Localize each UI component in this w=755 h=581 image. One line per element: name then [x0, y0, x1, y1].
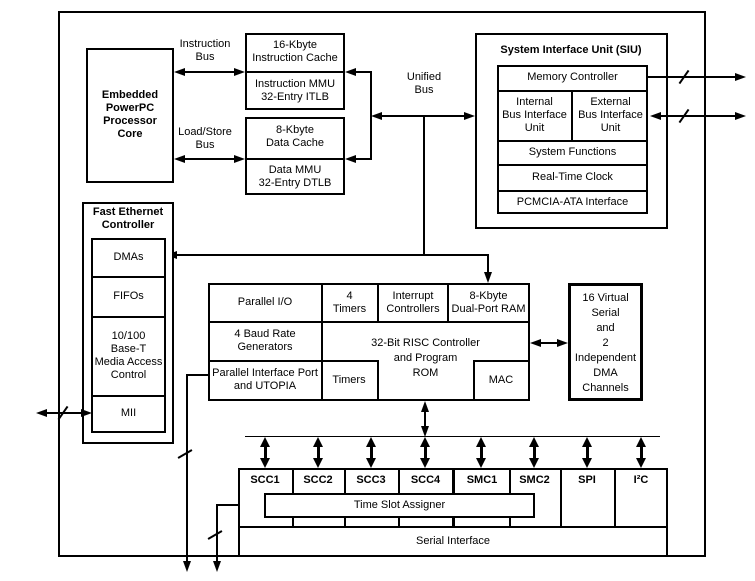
text-line: Timers	[332, 303, 367, 315]
data-mmu-label	[246, 164, 344, 190]
text-line: External	[590, 96, 631, 108]
text-line: 4	[346, 290, 353, 302]
cpm-vserial-arrow	[539, 342, 559, 344]
arrowhead	[81, 409, 92, 417]
text-line: Embedded	[101, 89, 159, 101]
arrowhead	[476, 458, 486, 468]
text-line: 2	[602, 337, 609, 349]
text-line: Load/Store	[178, 126, 232, 138]
arrowhead	[313, 437, 323, 447]
arrowhead	[420, 458, 430, 468]
interrupt-controllers-label	[379, 290, 447, 316]
text-line: 8-Kbyte	[469, 290, 508, 302]
instruction-mmu-label	[246, 78, 344, 104]
text-line: Instruction	[179, 38, 231, 50]
arrowhead	[36, 409, 47, 417]
text-line: 8-Kbyte	[276, 124, 314, 136]
text-line: Interrupt	[392, 290, 434, 302]
text-line: Control	[110, 369, 147, 381]
siu-title: System Interface Unit (SIU)	[500, 44, 642, 56]
text-line: Internal	[516, 96, 553, 108]
text-line: Data MMU	[268, 164, 322, 176]
arrowhead	[421, 401, 429, 412]
baud-rate-generators-label	[209, 328, 321, 354]
media-access-control-label	[92, 330, 165, 382]
arrowhead	[260, 437, 270, 447]
text-line: 10/100	[111, 330, 146, 342]
text-line: Generators	[237, 341, 293, 353]
mii-label: MII	[120, 407, 137, 419]
parallel-io-label: Parallel I/O	[237, 296, 293, 308]
internal-bus-interface-label	[497, 96, 572, 135]
text-line: Instruction Cache	[252, 52, 338, 64]
peripheral-bus-line	[245, 436, 660, 437]
system-functions-label: System Functions	[528, 146, 617, 158]
text-line: Controllers	[386, 303, 440, 315]
fec-divider	[91, 276, 166, 278]
scc3-label: SCC3	[356, 474, 386, 486]
arrowhead	[636, 458, 646, 468]
arrowhead	[366, 458, 376, 468]
fifos-label: FIFOs	[113, 290, 144, 302]
scc1-label: SCC1	[250, 474, 280, 486]
text-line: Unit	[600, 122, 621, 134]
embedded-powerpc-core-label	[86, 89, 174, 141]
text-line: and Program	[393, 352, 458, 364]
arrowhead	[735, 112, 746, 120]
arrowhead	[174, 68, 185, 76]
arrowhead	[260, 458, 270, 468]
text-line: Independent	[574, 352, 637, 364]
unified-bus-label	[394, 71, 454, 97]
utopia-line-h	[186, 374, 210, 376]
instruction-cache-label	[246, 39, 344, 65]
smc1-label: SMC1	[466, 474, 498, 486]
text-line: 32-Entry DTLB	[258, 177, 332, 189]
text-line: Processor	[103, 115, 157, 127]
instruction-cache-divider	[245, 71, 345, 73]
arrowhead	[557, 339, 568, 347]
text-line: Unified	[406, 71, 442, 83]
timers-label: Timers	[332, 374, 366, 386]
arrowhead	[582, 458, 592, 468]
text-line: Serial	[591, 307, 620, 319]
siu-divider	[497, 190, 648, 192]
arrowhead	[345, 68, 356, 76]
four-timers-label	[323, 290, 376, 316]
arrowhead	[371, 112, 382, 120]
parallel-interface-port-label	[209, 367, 321, 393]
time-slot-assigner-label: Time Slot Assigner	[353, 499, 446, 511]
arrowhead	[530, 339, 541, 347]
text-line: 16-Kbyte	[272, 39, 318, 51]
load-store-bus-arrow	[183, 158, 236, 160]
fast-ethernet-title	[83, 206, 173, 232]
text-line: Instruction MMU	[254, 78, 336, 90]
text-line: Bus	[195, 139, 215, 151]
data-cache-label	[246, 124, 344, 150]
arrowhead	[636, 437, 646, 447]
text-line: and	[596, 322, 615, 334]
text-line: 4 Baud Rate	[234, 328, 296, 340]
utopia-line-v	[186, 374, 188, 562]
arrowhead	[529, 437, 539, 447]
spi-label: SPI	[578, 474, 596, 486]
instruction-bus-arrow	[183, 71, 236, 73]
unified-bus-branch-line	[423, 116, 425, 256]
text-line: 32-Entry ITLB	[261, 91, 329, 103]
text-line: Bus Interface	[502, 109, 567, 121]
siu-divider	[497, 164, 648, 166]
arrowhead	[313, 458, 323, 468]
dcache-stub-line	[354, 158, 371, 160]
text-line: Data Cache	[265, 137, 325, 149]
arrowhead	[234, 68, 245, 76]
external-bus-interface-label	[573, 96, 648, 135]
arrowhead	[183, 561, 191, 572]
text-line: PowerPC	[105, 102, 155, 114]
icache-stub-line	[354, 71, 371, 73]
text-line: Bus Interface	[578, 109, 643, 121]
scc4-label: SCC4	[410, 474, 441, 486]
arrowhead	[476, 437, 486, 447]
text-line: Bus	[195, 51, 215, 63]
text-line: Dual-Port RAM	[451, 303, 526, 315]
text-line: 32-Bit RISC Controller	[371, 337, 480, 349]
text-line: DMA	[593, 367, 618, 379]
dual-port-ram-feed-line	[487, 254, 489, 274]
arrowhead	[213, 561, 221, 572]
arrowhead	[345, 155, 356, 163]
arrowhead	[234, 155, 245, 163]
cpm-divider	[208, 321, 530, 323]
text-line: Unit	[524, 122, 545, 134]
dual-port-ram-label	[448, 290, 529, 316]
text-line: ROM	[412, 367, 439, 379]
instruction-bus-label	[170, 38, 240, 64]
arrowhead	[174, 155, 185, 163]
arrowhead	[366, 437, 376, 447]
text-line: Core	[117, 128, 143, 140]
arrowhead	[582, 437, 592, 447]
data-cache-divider	[245, 158, 345, 160]
text-line: Fast Ethernet	[92, 206, 164, 218]
scc2-label: SCC2	[303, 474, 333, 486]
arrowhead	[464, 112, 475, 120]
text-line: Controller	[101, 219, 155, 231]
text-line: Bus	[414, 84, 434, 96]
arrowhead	[484, 272, 492, 283]
text-line: Parallel Interface Port	[212, 367, 318, 379]
arrowhead	[735, 73, 746, 81]
text-line: Base-T	[110, 343, 147, 355]
smc2-label: SMC2	[519, 474, 550, 486]
arrowhead	[529, 458, 539, 468]
load-store-bus-label	[170, 126, 240, 152]
real-time-clock-label: Real-Time Clock	[532, 171, 613, 183]
text-line: Media Access	[94, 356, 163, 368]
i2c-label: I²C	[633, 474, 649, 486]
text-line: Channels	[582, 382, 629, 394]
dma-bus-line	[175, 254, 489, 256]
siu-divider	[497, 140, 648, 142]
arrowhead	[420, 437, 430, 447]
virtual-channels-label	[568, 291, 643, 396]
text-line: and UTOPIA	[233, 380, 297, 392]
pcmcia-ata-label: PCMCIA-ATA Interface	[516, 196, 629, 208]
memory-controller-ext-line	[648, 76, 735, 78]
memory-controller-label: Memory Controller	[527, 71, 618, 83]
text-line: 16 Virtual	[582, 292, 629, 304]
arrowhead	[650, 112, 661, 120]
dmas-label: DMAs	[113, 251, 144, 263]
external-bus-ext-line	[659, 115, 735, 117]
fec-divider	[91, 316, 166, 318]
mac-label: MAC	[488, 374, 514, 386]
serial-interface-label: Serial Interface	[416, 535, 490, 547]
fec-divider	[91, 395, 166, 397]
